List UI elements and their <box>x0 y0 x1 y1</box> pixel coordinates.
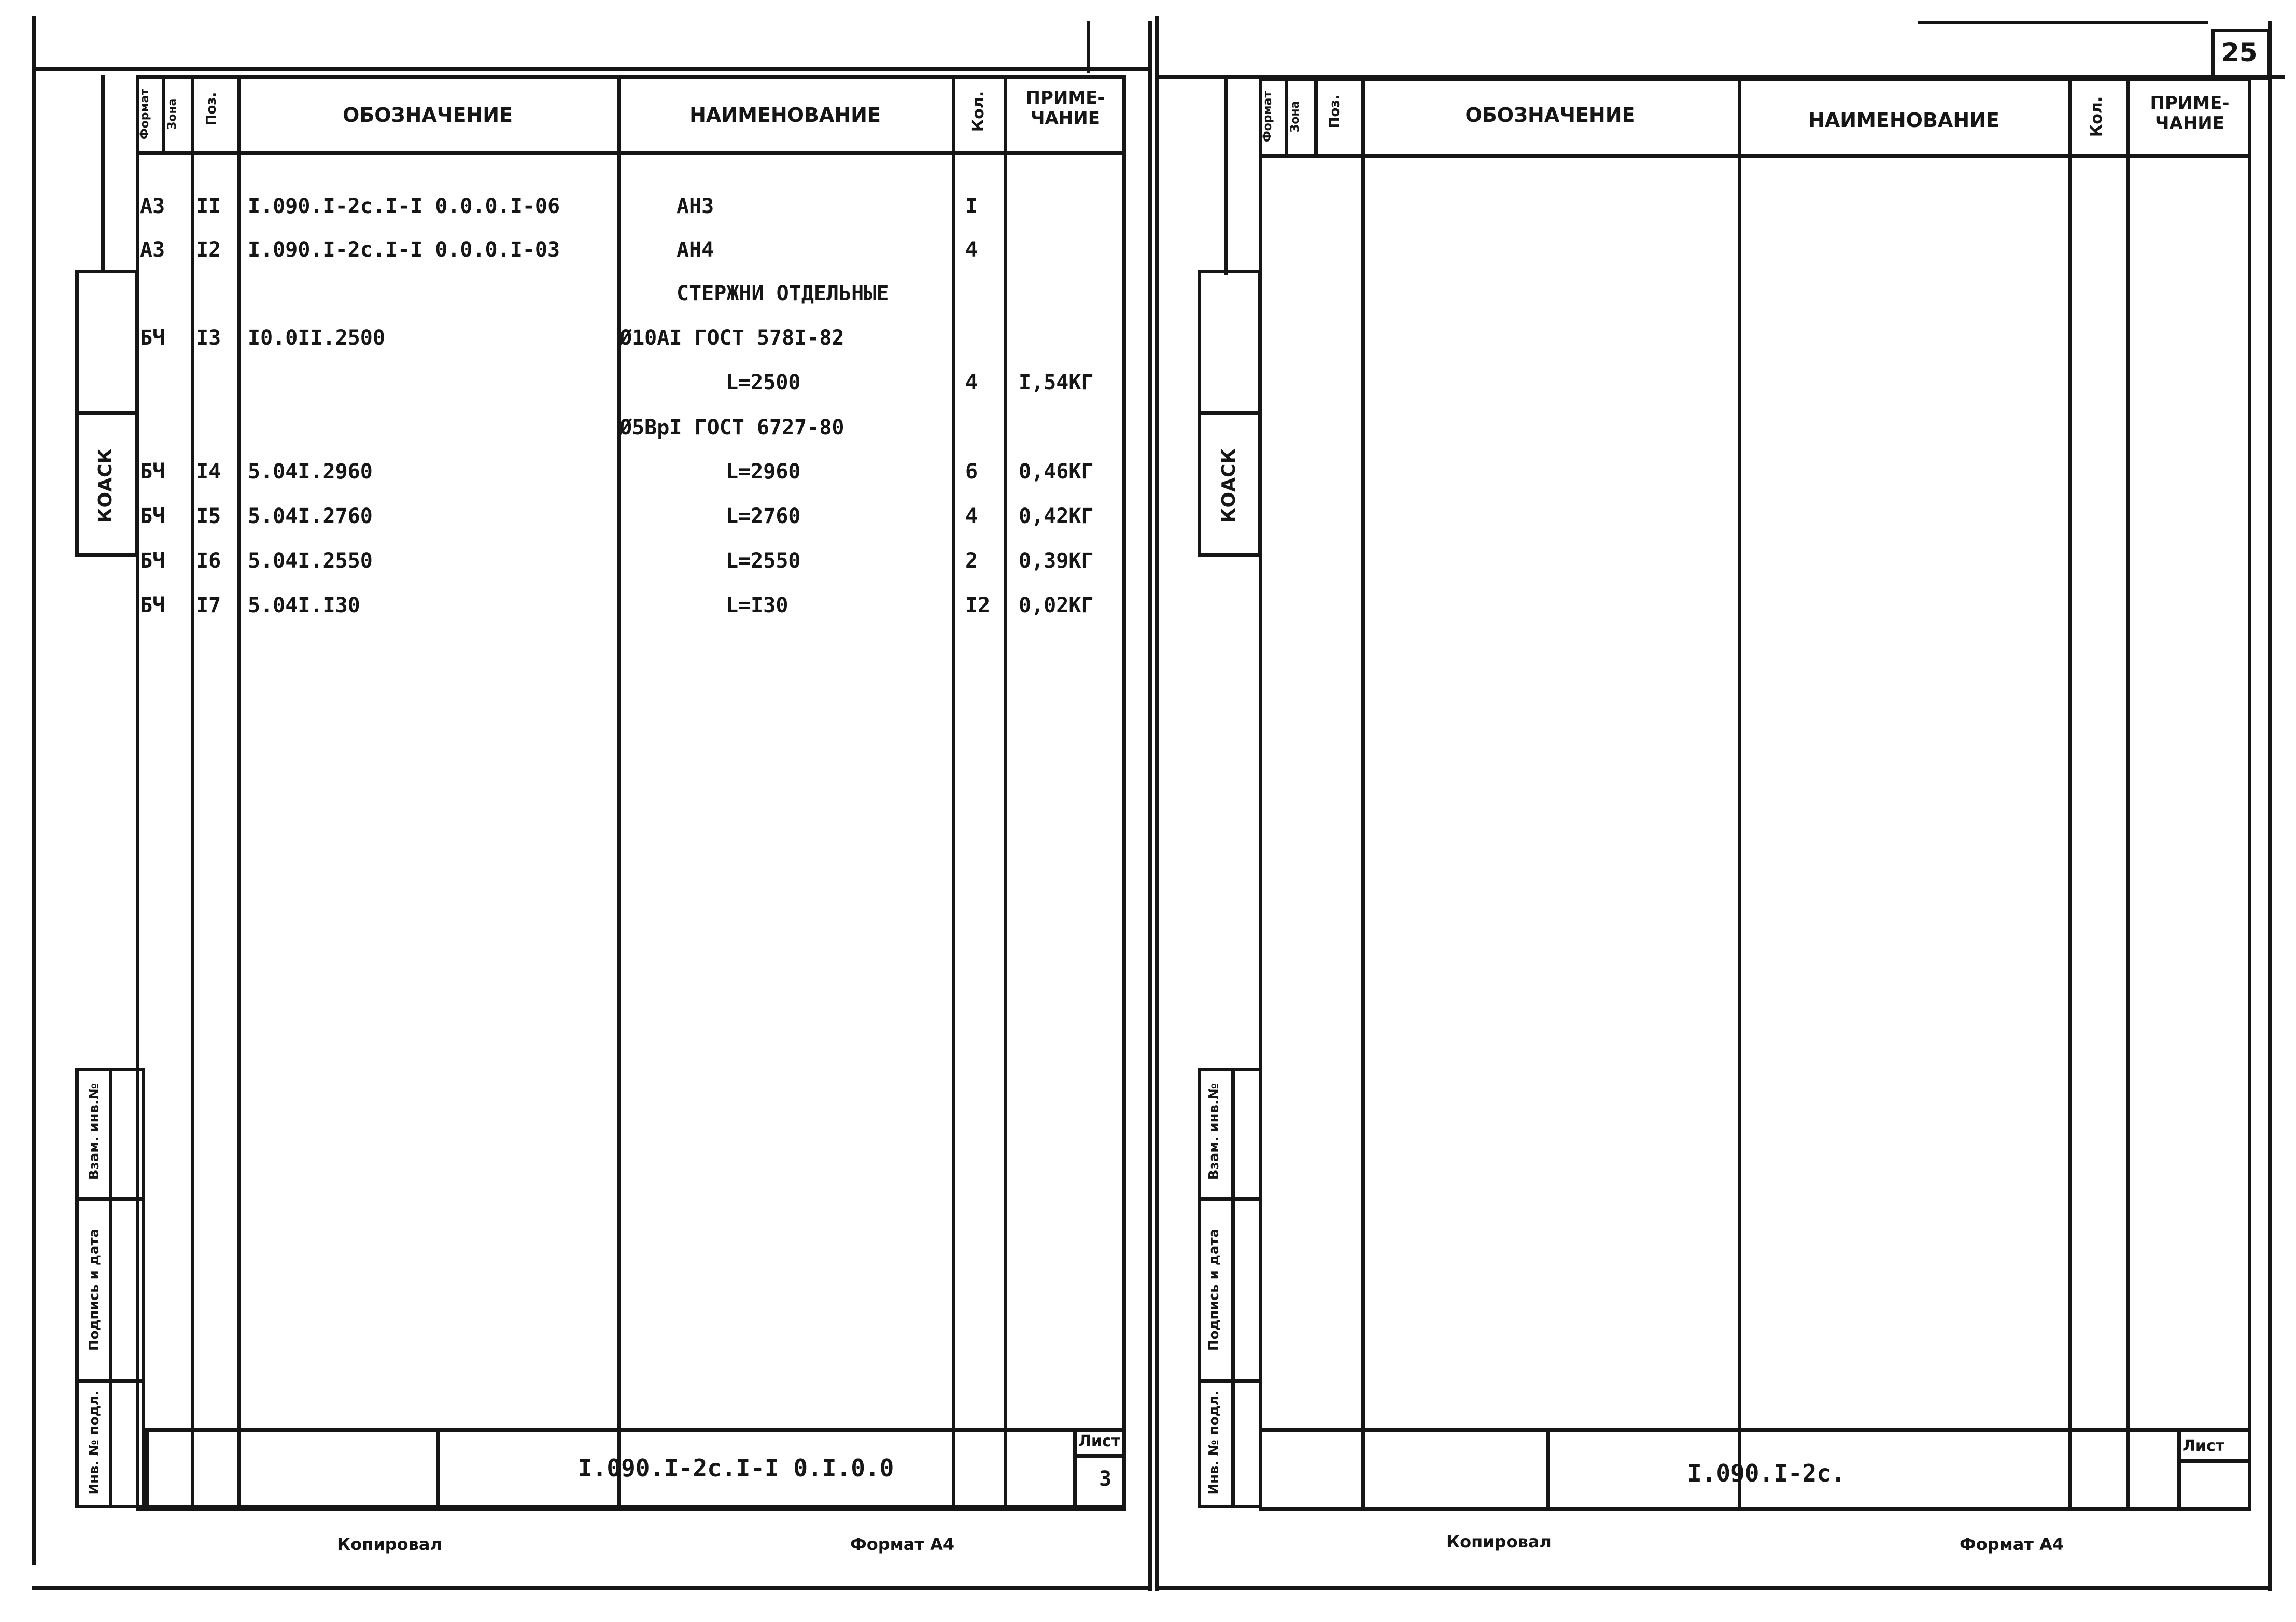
header-format: Формат <box>1261 91 1274 143</box>
sheet-label: Лист <box>1078 1432 1121 1450</box>
header-qty: Кол. <box>969 91 988 132</box>
row-name: L=2960 <box>726 460 801 484</box>
stamp-line <box>75 1379 145 1383</box>
row-note: 0,42КГ <box>1019 504 1094 528</box>
margin-box <box>75 270 138 415</box>
doc-code: I.090.I-2с. <box>1687 1459 1846 1487</box>
row-pos: I6 <box>196 549 221 573</box>
row-qty: I <box>965 194 978 218</box>
row-name: L=2550 <box>726 549 801 573</box>
col-line <box>162 75 165 153</box>
stamp-line <box>109 1068 112 1508</box>
sheet-number: 3 <box>1099 1467 1112 1491</box>
row-qty: 4 <box>965 504 978 528</box>
row-name: L=2500 <box>726 371 801 394</box>
col-line <box>952 75 955 1511</box>
row-name: L=2760 <box>726 504 801 528</box>
row-pos: I7 <box>196 594 221 617</box>
row-name: АН3 <box>677 194 714 218</box>
title-block-line <box>2177 1428 2181 1511</box>
col-line <box>1285 78 1288 156</box>
title-block-line <box>2177 1459 2251 1463</box>
header-qty: Кол. <box>2088 96 2106 137</box>
col-line <box>1738 78 1741 1511</box>
stamp-replace-inv: Взам. инв.№ <box>1206 1083 1222 1180</box>
stamp-line <box>1198 1197 1262 1201</box>
row-format: БЧ <box>140 549 165 573</box>
header-format: Формат <box>138 88 151 140</box>
stamp-line <box>1198 1379 1262 1383</box>
row-qty: 4 <box>965 371 978 394</box>
header-designation: ОБОЗНАЧЕНИЕ <box>342 104 513 126</box>
footer-copied: Копировал <box>337 1534 442 1554</box>
header-pos: Поз. <box>1327 94 1343 129</box>
stamp-signature-date: Подпись и дата <box>1206 1228 1222 1351</box>
header-note: ПРИМЕ- ЧАНИЕ <box>2150 93 2230 134</box>
header-zone: Зона <box>1289 101 1302 133</box>
header-note: ПРИМЕ- ЧАНИЕ <box>1025 88 1105 129</box>
row-format: А3 <box>140 238 165 262</box>
row-designation: I.090.I-2с.I-I 0.0.0.I-06 <box>248 194 560 218</box>
row-format: БЧ <box>140 460 165 484</box>
stamp-inv-original: Инв. № подл. <box>87 1390 102 1495</box>
row-designation: 5.04I.2550 <box>248 549 373 573</box>
title-block-line <box>436 1428 440 1508</box>
row-name: L=I30 <box>726 594 788 617</box>
col-line <box>617 75 621 1511</box>
row-designation: 5.04I.2960 <box>248 460 373 484</box>
stamp-signature-date: Подпись и дата <box>87 1228 102 1351</box>
header-name: НАИМЕНОВАНИЕ <box>689 104 881 126</box>
sheet-label: Лист <box>2182 1437 2225 1455</box>
stamp-replace-inv: Взам. инв.№ <box>87 1083 102 1180</box>
page-number: 25 <box>2221 37 2258 67</box>
footer-format: Формат А4 <box>850 1534 955 1554</box>
spec-table <box>136 75 1126 1511</box>
row-name: Ø5ВрI ГОСТ 6727-80 <box>619 416 844 440</box>
row-pos: I2 <box>196 238 221 262</box>
header-zone: Зона <box>166 98 179 130</box>
stamp-line <box>1231 1068 1235 1508</box>
col-line <box>2068 78 2072 1511</box>
sheet-border-left <box>32 16 36 1565</box>
row-format: БЧ <box>140 504 165 528</box>
row-pos: I5 <box>196 504 221 528</box>
stamp-line <box>75 1197 145 1201</box>
row-note: 0,02КГ <box>1019 594 1094 617</box>
side-label: КОАСК <box>1218 448 1239 523</box>
side-label: КОАСК <box>95 448 116 523</box>
margin-line <box>1224 78 1228 275</box>
col-line <box>191 75 194 1511</box>
sheet-border-bottom <box>32 1586 1152 1590</box>
row-note: 0,39КГ <box>1019 549 1094 573</box>
sheet-border-right <box>2268 21 2272 1591</box>
col-line <box>1314 78 1318 156</box>
row-qty: 2 <box>965 549 978 573</box>
title-block-line <box>1073 1454 1126 1458</box>
row-name: Ø10АI ГОСТ 578I-82 <box>619 326 844 350</box>
col-line <box>1361 78 1365 1511</box>
row-designation: I0.0II.2500 <box>248 326 385 350</box>
row-format: БЧ <box>140 594 165 617</box>
sheet-border-right <box>1148 21 1152 1591</box>
row-qty: 6 <box>965 460 978 484</box>
margin-box <box>1198 270 1262 415</box>
footer-copied: Копировал <box>1446 1532 1552 1552</box>
margin-line <box>101 75 105 272</box>
row-designation: 5.04I.2760 <box>248 504 373 528</box>
row-name: СТЕРЖНИ ОТДЕЛЬНЫЕ <box>677 281 889 305</box>
row-note: I,54КГ <box>1019 371 1094 394</box>
col-line <box>1004 75 1007 1511</box>
row-designation: 5.04I.I30 <box>248 594 360 617</box>
col-line <box>2126 78 2130 1511</box>
sheet-border-top <box>1918 21 2208 24</box>
header-designation: ОБОЗНАЧЕНИЕ <box>1465 104 1636 126</box>
header-pos: Поз. <box>204 92 219 126</box>
row-pos: I3 <box>196 326 221 350</box>
row-format: А3 <box>140 194 165 218</box>
stamp-inv-original: Инв. № подл. <box>1206 1390 1222 1495</box>
sheet-border-left <box>1155 16 1159 1591</box>
row-name: АН4 <box>677 238 714 262</box>
header-divider <box>136 151 1126 155</box>
footer-format: Формат А4 <box>1960 1534 2064 1554</box>
row-designation: I.090.I-2с.I-I 0.0.0.I-03 <box>248 238 560 262</box>
sheet-border-bottom <box>1155 1586 2272 1590</box>
sheet-tab-mark <box>1087 21 1090 73</box>
header-name: НАИМЕНОВАНИЕ <box>1808 109 1999 132</box>
row-pos: I4 <box>196 460 221 484</box>
spec-table <box>1259 78 2251 1511</box>
col-line <box>237 75 241 1511</box>
row-note: 0,46КГ <box>1019 460 1094 484</box>
header-divider <box>1259 154 2251 158</box>
row-format: БЧ <box>140 326 165 350</box>
sheet-border-top <box>32 67 1152 71</box>
title-block-line <box>1546 1428 1550 1511</box>
title-block-line <box>1073 1428 1077 1508</box>
row-pos: II <box>196 194 221 218</box>
row-qty: I2 <box>965 594 991 617</box>
doc-code: I.090.I-2с.I-I 0.I.0.0 <box>578 1454 894 1482</box>
row-qty: 4 <box>965 238 978 262</box>
